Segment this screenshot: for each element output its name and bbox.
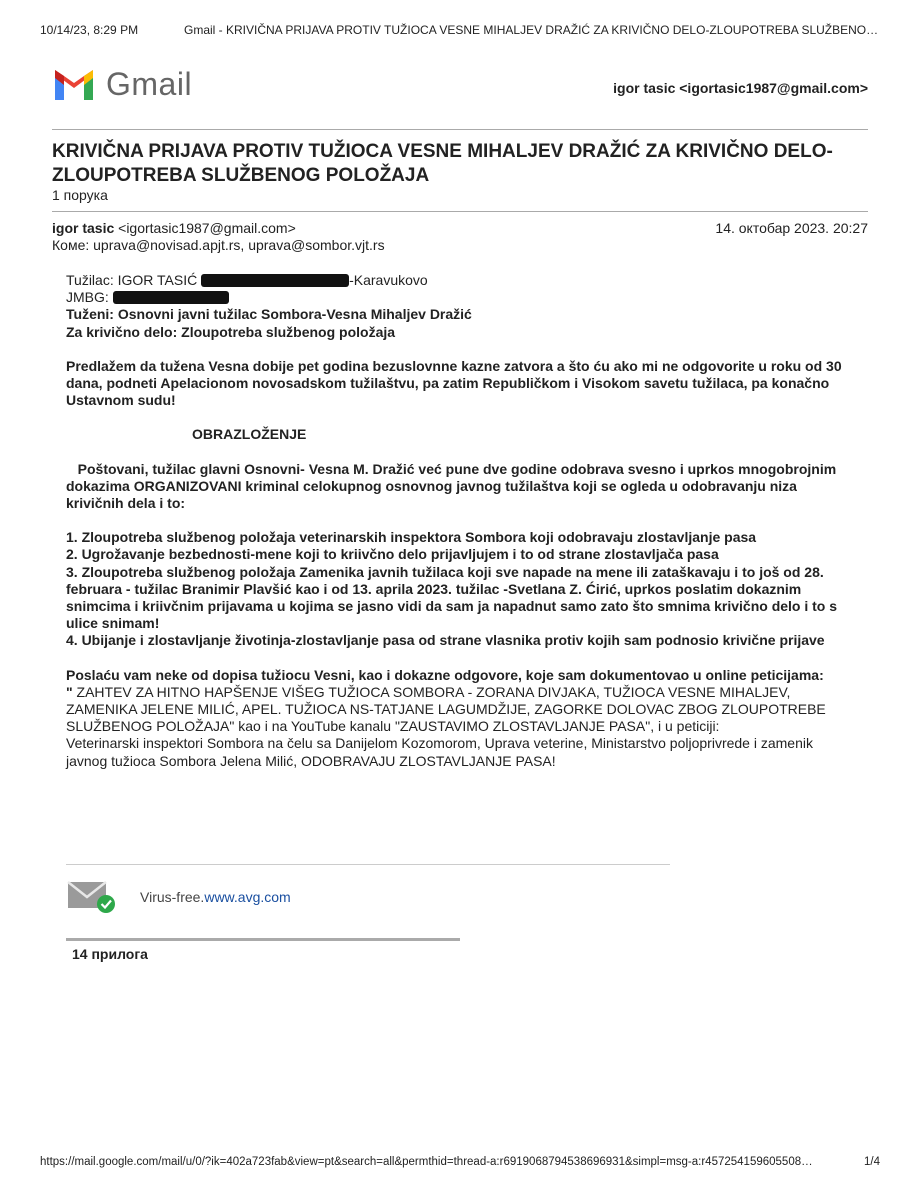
message-count: 1 порука — [52, 187, 108, 203]
mail-check-icon — [66, 880, 116, 914]
list-item: 3. Zloupotreba službenog položaja Zamenika javnih tužilaca koji sve napade na mene ili zataškavaju i to još od 28. februara - tužilac Branimir Plavšić kao i od 13. aprila 2023. tužilac -Svetlana Z. Ćirić, uprkos poslatim dokaznim snimcima i kriivčnim prijavama u kojima se jasno vidi da sam ja napadnut samo zato što smnima krivično delo i to s ulice snimam! — [66, 563, 838, 632]
section-heading: OBRAZLOŽENJE — [192, 426, 307, 443]
avg-signature — [66, 880, 291, 914]
print-page-number: 1/4 — [864, 1156, 880, 1168]
defendant-line: Tuženi: Osnovni javni tužilac Sombora-Vesna Mihaljev Dražić — [66, 306, 472, 323]
jmbg-line: JMBG: — [66, 289, 856, 306]
list-item: 1. Zloupotreba službenog položaja veterinarskih inspektora Sombora koji odobravaju zlostavljanje pasa — [66, 529, 757, 546]
message-body — [66, 272, 856, 770]
sender-line — [52, 220, 296, 236]
gmail-m-icon — [52, 68, 96, 102]
avg-text: Virus-free.www.avg.com — [140, 889, 291, 905]
list-item: 2. Ugrožavanje bezbednosti-mene koji to kriivčno delo prijavljujem i to od strane zlostavljača pasa — [66, 546, 719, 563]
petition-quote: " ZAHTEV ZA HITNO HAPŠENJE VIŠEG TUŽIOCA SOMBORA - ZORANA DIVJAKA, TUŽIOCA VESNE MIHALJEV, ZAMENIKA JELENE MILIĆ, APEL. TUŽIOCA NS-TATJANE LAGUMDŽIJE, ZAGORKE DOLOVAC ZBOG ZLOUPOTREBE SLUŽBENOG POLOŽAJA" kao i na YouTube kanalu "ZAUSTAVIMO ZLOSTAVLJANJE PASA", i u peticiji: — [66, 683, 826, 735]
redaction-bar — [201, 274, 349, 287]
print-page-title: Gmail - KRIVIČNA PRIJAVA PROTIV TUŽIOCA VESNE MIHALJEV DRAŽIĆ ZA KRIVIČNO DELO-ZLOUPOTREBA SLUŽBENO… — [184, 23, 879, 37]
print-datetime: 10/14/23, 8:29 PM — [40, 23, 139, 37]
recipients-line: Коме: uprava@novisad.apjt.rs, uprava@sombor.vjt.rs — [52, 237, 385, 253]
redaction-bar — [113, 291, 229, 304]
petitions-intro: Poslaću vam neke od dopisa tužiocu Vesni, kao i dokazne odgovore, koje sam dokumentovao u online peticijama: — [66, 666, 824, 683]
message-date: 14. октобар 2023. 20:27 — [715, 220, 868, 236]
proposal-paragraph: Predlažem da tužena Vesna dobije pet godina bezuslovnne kazne zatvora a što ću ako mi ne odgovorite u roku od 30 dana, podneti Apelacionom novosadskom tužilaštvu, pa zatim Republičkom i Visokom savetu tužilaca, pa konačno Ustavnom sudu! — [66, 357, 842, 409]
message-divider — [52, 211, 868, 212]
print-footer-url: https://mail.google.com/mail/u/0/?ik=402a723fab&view=pt&search=all&permthid=thread-a:r6919068794538696931&simpl=msg-a:r457254159605508… — [40, 1156, 813, 1168]
header-divider — [52, 129, 868, 130]
sender-name: igor tasic — [52, 220, 115, 236]
sender-email: <igortasic1987@gmail.com> — [118, 220, 296, 236]
avg-divider — [66, 864, 670, 865]
attachments-divider — [66, 938, 460, 941]
thread-subject: KRIVIČNA PRIJAVA PROTIV TUŽIOCA VESNE MIHALJEV DRAŽIĆ ZA KRIVIČNO DELO-ZLOUPOTREBA SLUŽBENOG POLOŽAJA — [52, 141, 833, 186]
plaintiff-line: Tužilac: IGOR TASIĆ -Karavukovo — [66, 272, 428, 288]
gmail-logo — [52, 66, 192, 103]
list-item: 4. Ubijanje i zlostavljanje životinja-zlostavljanje pasa od strane vlasnika protiv kojih sam podnosio krivične prijave — [66, 632, 825, 649]
petition-text: Veterinarski inspektori Sombora na čelu sa Danijelom Kozomorom, Uprava veterine, Ministarstvo poljoprivrede i zamenik javnog tužioca Sombora Jelena Milić, ODOBRAVAJU ZLOSTAVLJANJE PASA! — [66, 735, 813, 769]
offense-line: Za krivično delo: Zloupotreba službenog položaja — [66, 323, 396, 340]
gmail-wordmark: Gmail — [106, 66, 193, 102]
attachments-count: 14 прилога — [72, 946, 148, 962]
intro-paragraph: Poštovani, tužilac glavni Osnovni- Vesna M. Dražić već pune dve godine odobrava svesno i uprkos mnogobrojnim dokazima ORGANIZOVANI kriminal celokupnog osnovnog javnog tužilaštva koji se ogleda u odobravanju niza krivičnih dela i to: — [66, 460, 841, 512]
avg-link[interactable]: www.avg.com — [204, 889, 291, 905]
account-label: igor tasic <igortasic1987@gmail.com> — [613, 80, 868, 96]
